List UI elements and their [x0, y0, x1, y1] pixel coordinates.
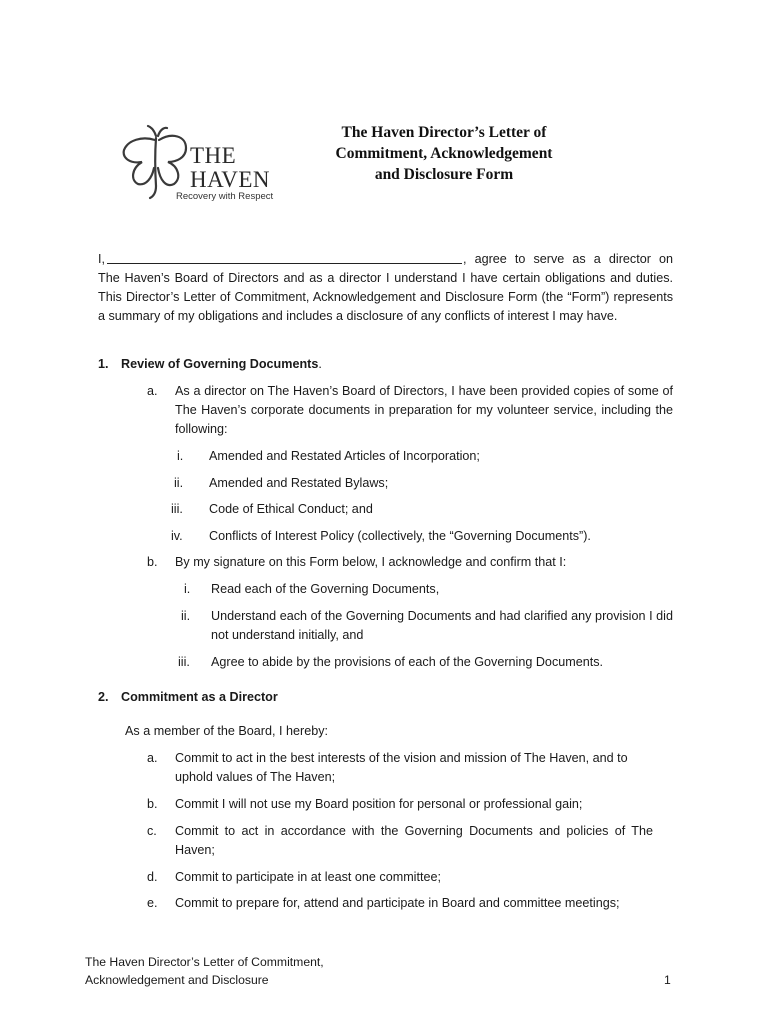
title-line-2: Commitment, Acknowledgement: [335, 145, 553, 162]
section-1a-label: a.: [147, 384, 158, 398]
section-1a-item-label: i.: [177, 449, 184, 463]
section-1a-text: As a director on The Haven’s Board of Directors, I have been provided copies of some of The Haven’s corporate documents in preparation for my volunteer service, including the following:: [175, 384, 673, 436]
section-1a-item-label: iii.: [171, 502, 183, 516]
section-1b-text: By my signature on this Form below, I acknowledge and confirm that I:: [175, 555, 567, 569]
page-footer: [85, 953, 324, 989]
section-1b-item: Understand each of the Governing Documents and had clarified any provision I did not understand initially, and: [211, 609, 673, 642]
page-number: 1: [664, 973, 671, 987]
section-2-item-label: e.: [147, 896, 158, 910]
title-line-3: and Disclosure Form: [374, 166, 514, 183]
document-title: [305, 122, 583, 185]
section-1b-item-label: i.: [184, 582, 191, 596]
section-1-number: 1.: [98, 357, 109, 371]
section-2-item: Commit to prepare for, attend and participate in Board and committee meetings;: [175, 896, 620, 910]
section-2-heading: Commitment as a Director: [121, 690, 278, 704]
section-2-item-label: b.: [147, 797, 158, 811]
footer-line-2: Acknowledgement and Disclosure: [85, 973, 269, 987]
section-1-heading-text: Review of Governing Documents: [121, 357, 319, 371]
butterfly-icon: [120, 122, 192, 202]
title-line-1: The Haven Director’s Letter of: [341, 124, 547, 141]
intro-suffix: , agree to serve as a director on: [463, 252, 673, 266]
intro-prefix: I,: [98, 252, 105, 266]
section-2-item-label: a.: [147, 751, 158, 765]
section-1b-item-label: ii.: [181, 609, 191, 623]
section-1a-item: Code of Ethical Conduct; and: [209, 502, 373, 516]
section-2-item: Commit to act in the best interests of the vision and mission of The Haven, and to uphold values of The Haven;: [175, 751, 628, 784]
section-2-number: 2.: [98, 690, 109, 704]
section-1-heading: [121, 355, 322, 374]
section-2-item: Commit to act in accordance with the Governing Documents and policies of The Haven;: [175, 824, 653, 857]
section-1b-item: Agree to abide by the provisions of each of the Governing Documents.: [211, 655, 604, 669]
section-1a-item-label: iv.: [171, 529, 183, 543]
section-2-item: Commit to participate in at least one committee;: [175, 870, 441, 884]
section-1a-item: Conflicts of Interest Policy (collectively, the “Governing Documents”).: [209, 529, 591, 543]
section-1b-item: Read each of the Governing Documents,: [211, 582, 440, 596]
section-1a-item: Amended and Restated Bylaws;: [209, 476, 389, 490]
intro-first-line: [98, 250, 673, 269]
section-1a-item-label: ii.: [174, 476, 184, 490]
section-2-item: Commit I will not use my Board position for personal or professional gain;: [175, 797, 583, 811]
logo-tagline: Recovery with Respect: [176, 191, 274, 202]
section-2-lead: As a member of the Board, I hereby:: [125, 724, 329, 738]
logo-text-haven: HAVEN: [190, 167, 271, 192]
section-1a-item: Amended and Restated Articles of Incorporation;: [209, 449, 480, 463]
haven-logo: [120, 122, 290, 206]
logo-text-the: THE: [190, 143, 237, 168]
section-2-item-label: d.: [147, 870, 158, 884]
section-1b-label: b.: [147, 555, 158, 569]
director-name-blank[interactable]: [107, 250, 462, 264]
section-2-item-label: c.: [147, 824, 157, 838]
section-1-heading-suffix: .: [318, 357, 322, 371]
intro-paragraph: [98, 250, 673, 326]
footer-line-1: The Haven Director’s Letter of Commitment,: [85, 955, 324, 969]
intro-body: The Haven’s Board of Directors and as a director I understand I have certain obligations and duties. This Director’s Letter of Commitment, Acknowledgement and Disclosure Form (the “Form”) represents a summary of my obligations and includes a disclosure of any conflicts of interest I may have.: [98, 271, 673, 323]
section-1b-item-label: iii.: [178, 655, 190, 669]
